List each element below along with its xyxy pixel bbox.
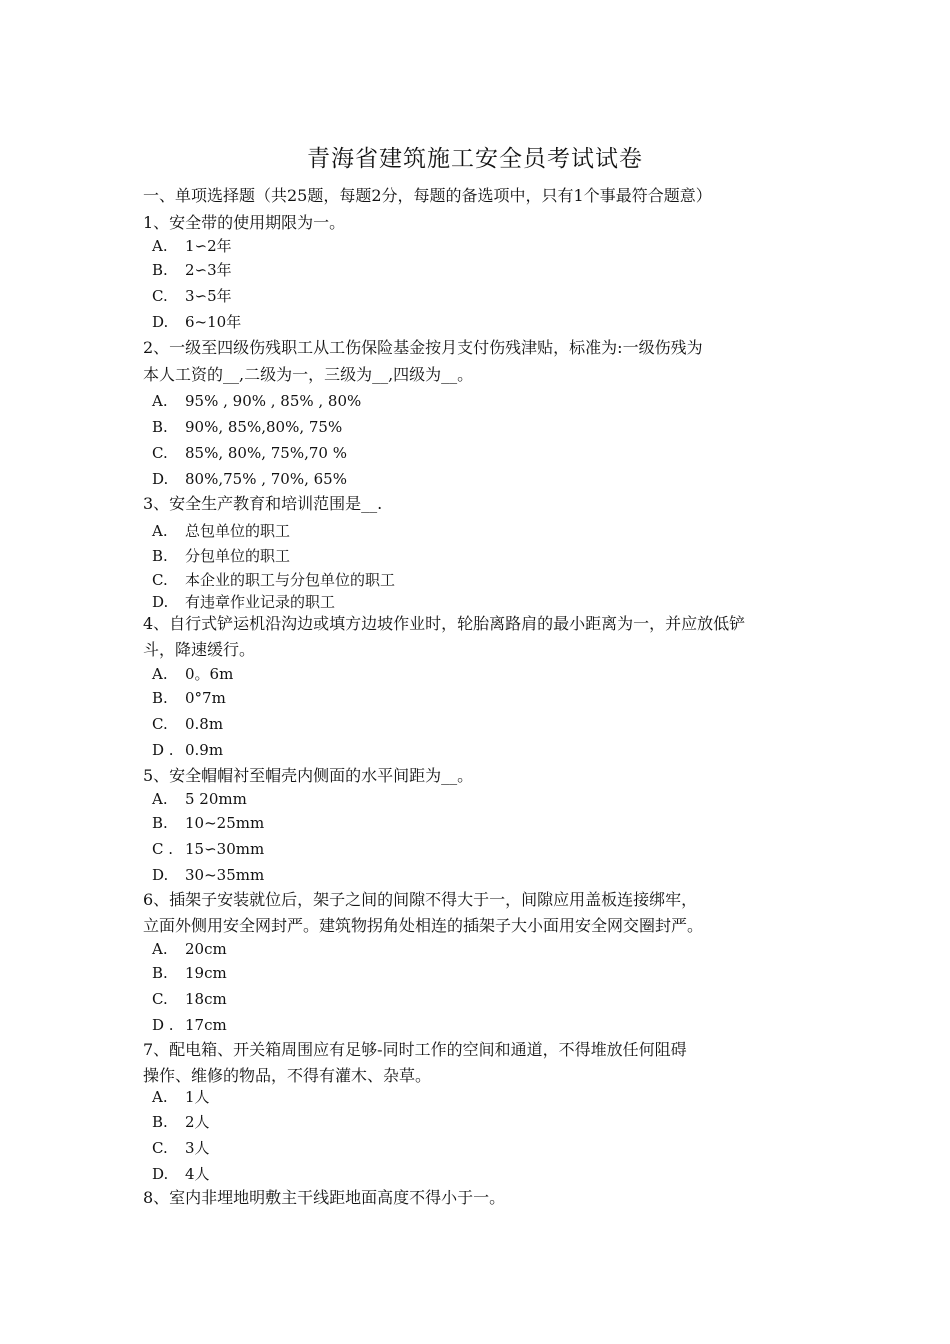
question-2-option-a: A. 95% , 90% , 85% , 80%: [152, 392, 362, 410]
question-8-text: 8、室内非埋地明敷主干线距地面高度不得小于一。: [143, 1188, 506, 1207]
question-4-text: 4、自行式铲运机沿沟边或填方边坡作业时，轮胎离路肩的最小距离为一，并应放低铲: [143, 614, 746, 633]
question-3-option-d: D. 有违章作业记录的职工: [152, 593, 336, 611]
question-7-text-cont: 操作、维修的物品，不得有灌木、杂草。: [143, 1066, 432, 1085]
question-2-option-b: B. 90%, 85%,80%, 75%: [152, 418, 343, 436]
question-7-option-a: A. 1人: [152, 1088, 210, 1106]
question-5-option-a: A. 5 20mm: [152, 790, 247, 808]
question-3-text: 3、安全生产教育和培训范围是__.: [143, 494, 383, 513]
question-2-text: 2、一级至四级伤残职工从工伤保险基金按月支付伤残津贴，标准为:一级伤残为: [143, 338, 703, 357]
question-5-option-c: C . 15∽30mm: [152, 840, 265, 858]
question-3-option-a: A. 总包单位的职工: [152, 522, 291, 540]
question-6-option-b: B. 19cm: [152, 964, 227, 982]
question-3-option-b: B. 分包单位的职工: [152, 547, 291, 565]
question-1-option-a: A. 1∽2年: [152, 237, 232, 255]
question-7-option-b: B. 2人: [152, 1113, 210, 1131]
question-7-option-d: D. 4人: [152, 1165, 210, 1183]
question-4-option-d: D . 0.9m: [152, 741, 224, 759]
question-2-option-d: D. 80%,75% , 70%, 65%: [152, 470, 347, 488]
question-4-option-a: A. 0。6m: [152, 665, 234, 683]
page-title: 青海省建筑施工安全员考试试卷: [307, 146, 643, 172]
question-3-option-c: C. 本企业的职工与分包单位的职工: [152, 571, 396, 589]
question-1-option-b: B. 2∽3年: [152, 261, 232, 279]
question-6-option-a: A. 20cm: [152, 940, 227, 958]
question-1-text: 1、安全带的使用期限为一。: [143, 213, 346, 232]
question-1-option-c: C. 3∽5年: [152, 287, 232, 305]
question-7-text: 7、配电箱、开关箱周围应有足够-同时工作的空间和通道，不得堆放任何阻碍: [143, 1040, 687, 1059]
question-1-option-d: D. 6~10年: [152, 313, 242, 331]
question-2-text-cont: 本人工资的__,二级为一，三级为__,四级为__。: [143, 365, 474, 384]
question-6-text-cont: 立面外侧用安全网封严。建筑物拐角处相连的插架子大小面用安全网交圈封严。: [143, 916, 704, 935]
question-2-option-c: C. 85%, 80%, 75%,70 %: [152, 444, 347, 462]
question-4-option-c: C. 0.8m: [152, 715, 224, 733]
question-5-text: 5、安全帽帽衬至帽壳内侧面的水平间距为__。: [143, 766, 474, 785]
question-5-option-b: B. 10~25mm: [152, 814, 265, 832]
question-6-option-c: C. 18cm: [152, 990, 227, 1008]
question-6-option-d: D . 17cm: [152, 1016, 227, 1034]
question-5-option-d: D. 30~35mm: [152, 866, 265, 884]
question-6-text: 6、插架子安装就位后，架子之间的间隙不得大于一，间隙应用盖板连接绑牢，: [143, 890, 698, 909]
question-7-option-c: C. 3人: [152, 1139, 210, 1157]
question-4-option-b: B. 0°7m: [152, 689, 226, 707]
section-heading: 一、单项选择题（共25题，每题2分，每题的备选项中，只有1个事最符合题意）: [143, 186, 712, 205]
question-4-text-cont: 斗，降速缓行。: [143, 640, 256, 659]
